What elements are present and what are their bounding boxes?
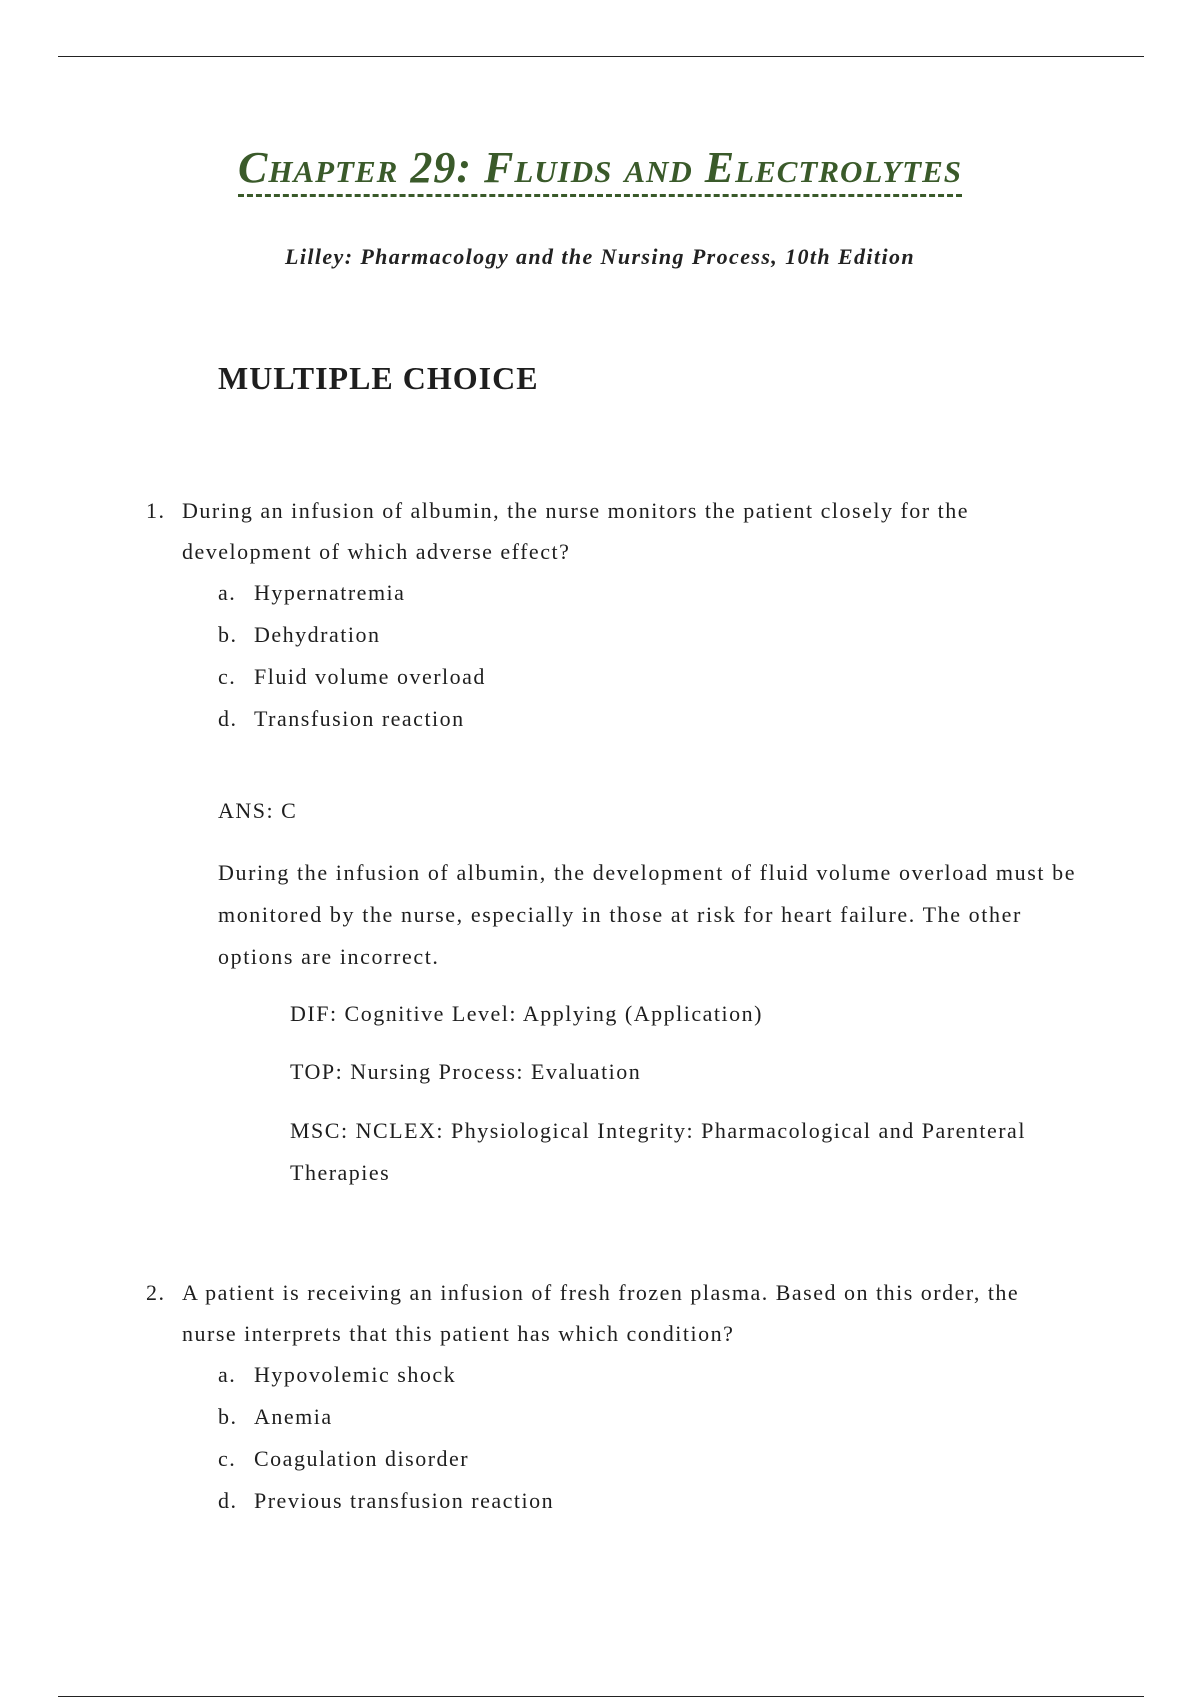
question-1 — [146, 490, 1066, 740]
option-b — [146, 1396, 1066, 1438]
answer-options — [146, 572, 1066, 740]
option-c — [146, 656, 1066, 698]
question-text: A patient is receiving an infusion of fresh frozen plasma. Based on this order, the nurse interprets that this patient has which condition? — [182, 1280, 1020, 1346]
option-b — [146, 614, 1066, 656]
option-text: Previous transfusion reaction — [254, 1488, 555, 1513]
answer-rationale: During the infusion of albumin, the development of fluid volume overload must be monitored by the nurse, especially in those at risk for heart failure. The other options are incorrect. — [218, 860, 1077, 969]
option-text: Transfusion reaction — [254, 706, 465, 731]
option-text: Coagulation disorder — [254, 1446, 470, 1471]
question-text: During an infusion of albumin, the nurse monitors the patient closely for the development of which adverse effect? — [182, 498, 969, 564]
option-letter: d. — [218, 706, 238, 731]
option-a — [146, 1354, 1066, 1396]
answer-options — [146, 1354, 1066, 1522]
msc-field: MSC: NCLEX: Physiological Integrity: Pharmacological and Parenteral Therapies — [290, 1118, 1026, 1185]
chapter-title — [0, 142, 1200, 195]
answer-key: ANS: C — [218, 798, 298, 823]
option-letter: c. — [218, 1446, 237, 1471]
chapter-title-text: Chapter 29: Fluids and Electrolytes — [238, 143, 962, 197]
bottom-rule — [58, 1696, 1144, 1697]
option-c — [146, 1438, 1066, 1480]
section-heading: MULTIPLE CHOICE — [218, 360, 539, 396]
question-number: 1. — [146, 498, 166, 523]
question-number: 2. — [146, 1280, 166, 1305]
question-2 — [146, 1272, 1066, 1522]
option-letter: a. — [218, 1362, 237, 1387]
option-letter: d. — [218, 1488, 238, 1513]
option-text: Fluid volume overload — [254, 664, 486, 689]
option-letter: b. — [218, 1404, 238, 1429]
option-text: Anemia — [254, 1404, 333, 1429]
option-letter: b. — [218, 622, 238, 647]
option-letter: c. — [218, 664, 237, 689]
question-stem — [146, 490, 1066, 572]
top-rule — [58, 56, 1144, 57]
option-text: Hypernatremia — [254, 580, 406, 605]
topic-field: TOP: Nursing Process: Evaluation — [290, 1059, 642, 1084]
option-letter: a. — [218, 580, 237, 605]
option-text: Hypovolemic shock — [254, 1362, 457, 1387]
option-d — [146, 1480, 1066, 1522]
question-stem — [146, 1272, 1066, 1354]
difficulty-field: DIF: Cognitive Level: Applying (Application) — [290, 1001, 763, 1026]
option-a — [146, 572, 1066, 614]
book-subtitle: Lilley: Pharmacology and the Nursing Process, 10th Edition — [284, 244, 915, 269]
option-d — [146, 698, 1066, 740]
option-text: Dehydration — [254, 622, 381, 647]
